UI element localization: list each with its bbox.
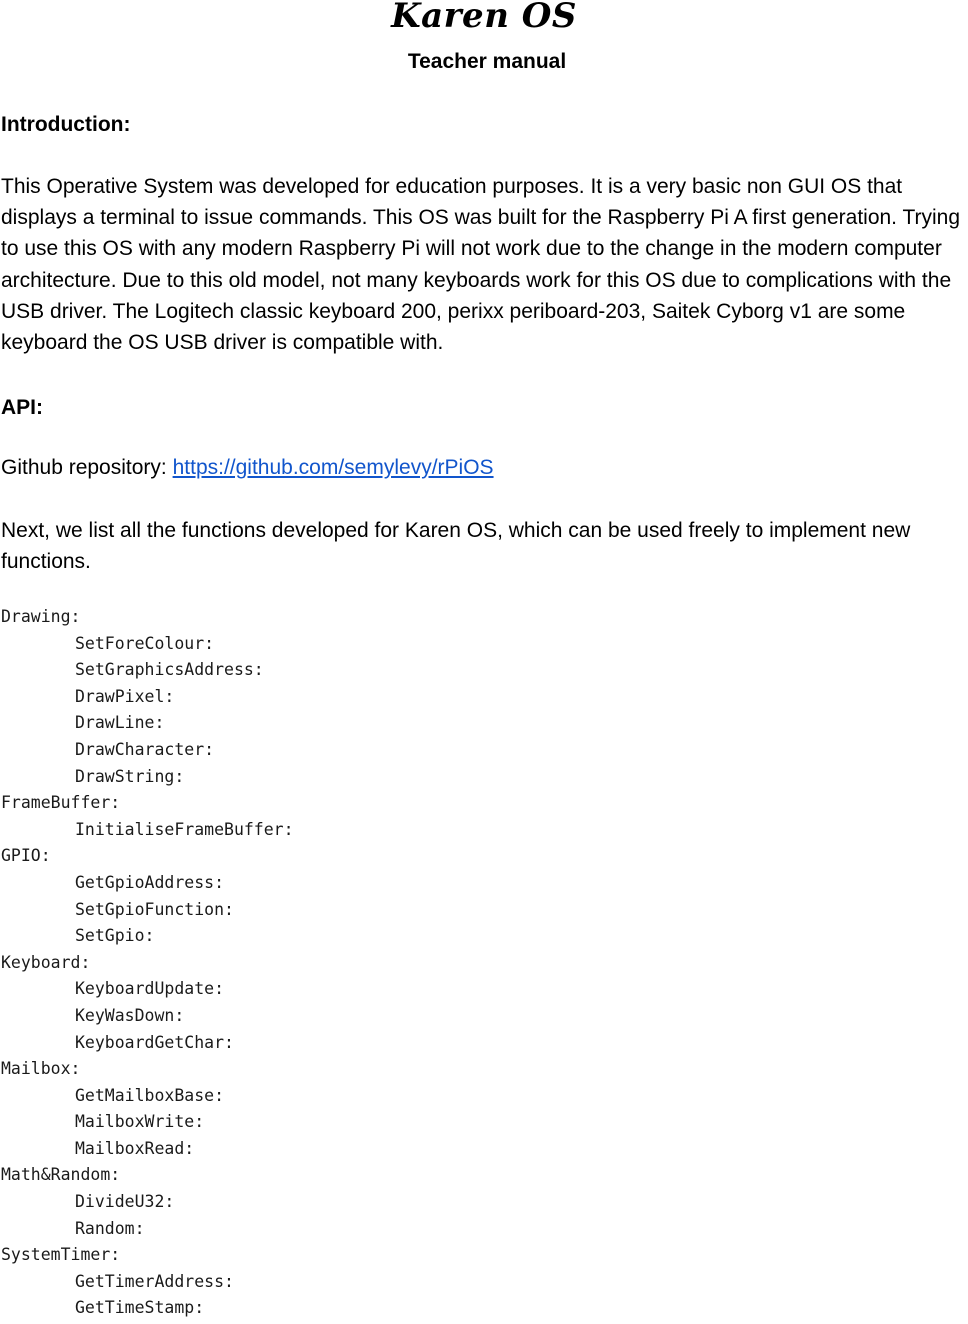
function-name: MailboxRead: [75,1138,195,1158]
function-name: KeyboardUpdate: [75,979,225,999]
function-name: SetGpio: [75,926,155,946]
document-subtitle: Teacher manual [407,50,567,73]
function-name: GetTimeStamp: [75,1298,205,1318]
function-name: DrawCharacter: [75,739,215,759]
function-name: DrawString: [75,766,185,786]
function-name: MailboxWrite: [75,1112,205,1132]
module-name: GPIO: [1,846,51,866]
function-name: InitialiseFrameBuffer: [75,819,294,839]
function-name: GetMailboxBase: [75,1085,225,1105]
api-heading: API: [1,396,43,419]
module-name: Drawing: [1,607,81,626]
function-name: SetForeColour: [75,633,215,653]
function-name: DivideU32: [75,1192,175,1212]
functions-intro-paragraph: Next, we list all the functions developed for Karen OS, which can be used freely to implement new functions. [1,519,911,574]
module-name: Math&Random: [1,1165,121,1185]
api-function-list [1,604,294,1322]
function-name: GetGpioAddress: [75,872,225,892]
function-name: SetGraphicsAddress: [75,660,264,680]
introduction-paragraph: This Operative System was developed for education purposes. It is a very basic non GUI OS that displays a terminal to issue commands. This OS was built for the Raspberry Pi A first generation. Trying to use this OS with any modern Raspberry Pi will not work due to the change in the modern computer architecture. Due to this old model, not many keyboards work for this OS due to complications with the USB driver. The Logitech classic keyboard 200, perixx periboard-203, Saitek Cyborg v1 are some keyboard the OS USB driver is compatible with. [1,175,961,355]
function-name: DrawPixel: [75,686,175,706]
function-name: SetGpioFunction: [75,899,234,919]
function-name: DrawLine: [75,713,165,733]
introduction-heading: Introduction: [1,113,131,136]
module-name: SystemTimer: [1,1245,121,1265]
function-name: KeyWasDown: [75,1005,185,1025]
repository-link[interactable]: https://github.com/semylevy/rPiOS [172,456,494,479]
document-title: Karen OS [391,0,577,36]
function-name: Random: [75,1218,145,1238]
module-name: Keyboard: [1,952,91,972]
function-name: GetTimerAddress: [75,1271,234,1291]
module-name: FrameBuffer: [1,793,121,813]
repository-line [1,452,967,483]
module-name: Mailbox: [1,1059,81,1079]
repository-label: Github repository: [1,456,173,479]
function-name: KeyboardGetChar: [75,1032,234,1052]
